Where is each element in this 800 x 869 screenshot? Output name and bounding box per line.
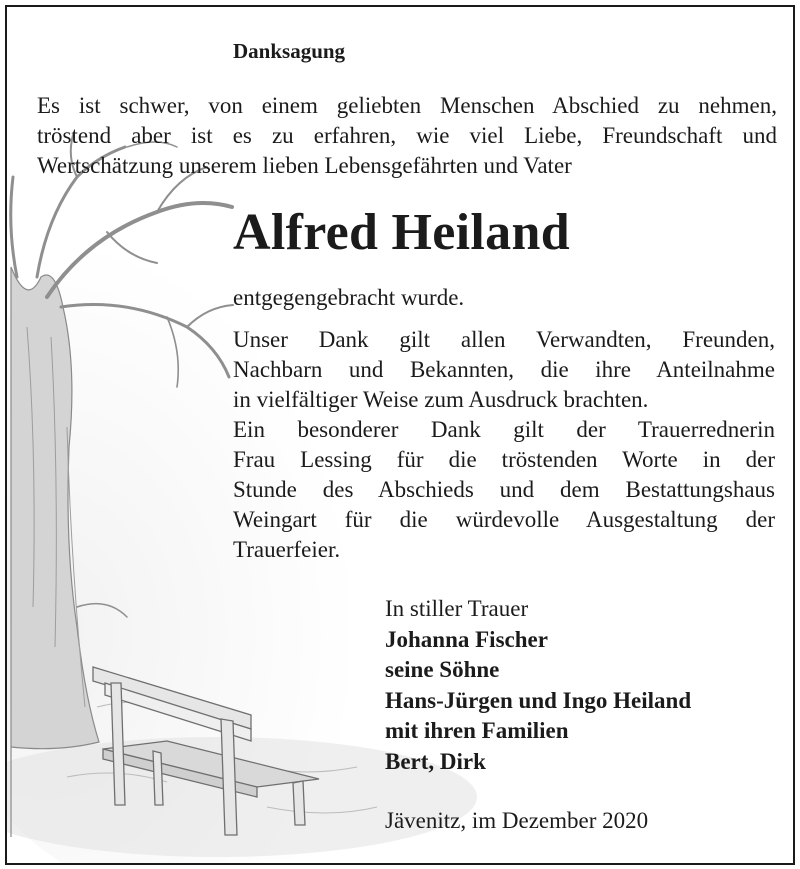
signature-name: Hans-Jürgen und Ingo Heiland	[385, 687, 692, 713]
body-line: in vielfältiger Weise zum Ausdruck brachten.	[233, 387, 649, 412]
body-line: Nachbarn und Bekannten, die ihre Anteilnahme	[233, 357, 775, 382]
body-line: Unser Dank gilt allen Verwandten, Freunden,	[233, 327, 775, 352]
signature-name: seine Söhne	[385, 657, 500, 682]
signature-name: Johanna Fischer	[385, 626, 548, 652]
heading: Danksagung	[233, 39, 346, 63]
body-line: Weingart für die würdevolle Ausgestaltung der	[233, 507, 775, 532]
body-line: Ein besonderer Dank gilt der Trauerrednerin	[233, 417, 775, 442]
signature-intro: In stiller Trauer	[385, 596, 529, 621]
signature-block	[385, 594, 691, 777]
obituary-notice	[5, 5, 795, 865]
intro-line: tröstend aber ist es zu erfahren, wie viel Liebe, Freundschaft und	[37, 123, 777, 148]
thanks-paragraph	[233, 325, 775, 565]
intro-paragraph	[37, 91, 777, 181]
intro-line: Es ist schwer, von einem geliebten Menschen Abschied zu nehmen,	[37, 93, 777, 118]
signature-name: mit ihren Familien	[385, 718, 569, 743]
intro-line: Wertschätzung unserem lieben Lebensgefährten und Vater	[37, 153, 572, 178]
body-line: Trauerfeier.	[233, 537, 341, 562]
signature-name: Bert, Dirk	[385, 748, 486, 774]
body-line: Frau Lessing für die tröstenden Worte in der	[233, 447, 775, 472]
place-date: Jävenitz, im Dezember 2020	[385, 808, 649, 833]
after-name-text: entgegengebracht wurde.	[233, 285, 465, 310]
deceased-name: Alfred Heiland	[233, 204, 570, 261]
body-line: Stunde des Abschieds und dem Bestattungshaus	[233, 477, 775, 502]
